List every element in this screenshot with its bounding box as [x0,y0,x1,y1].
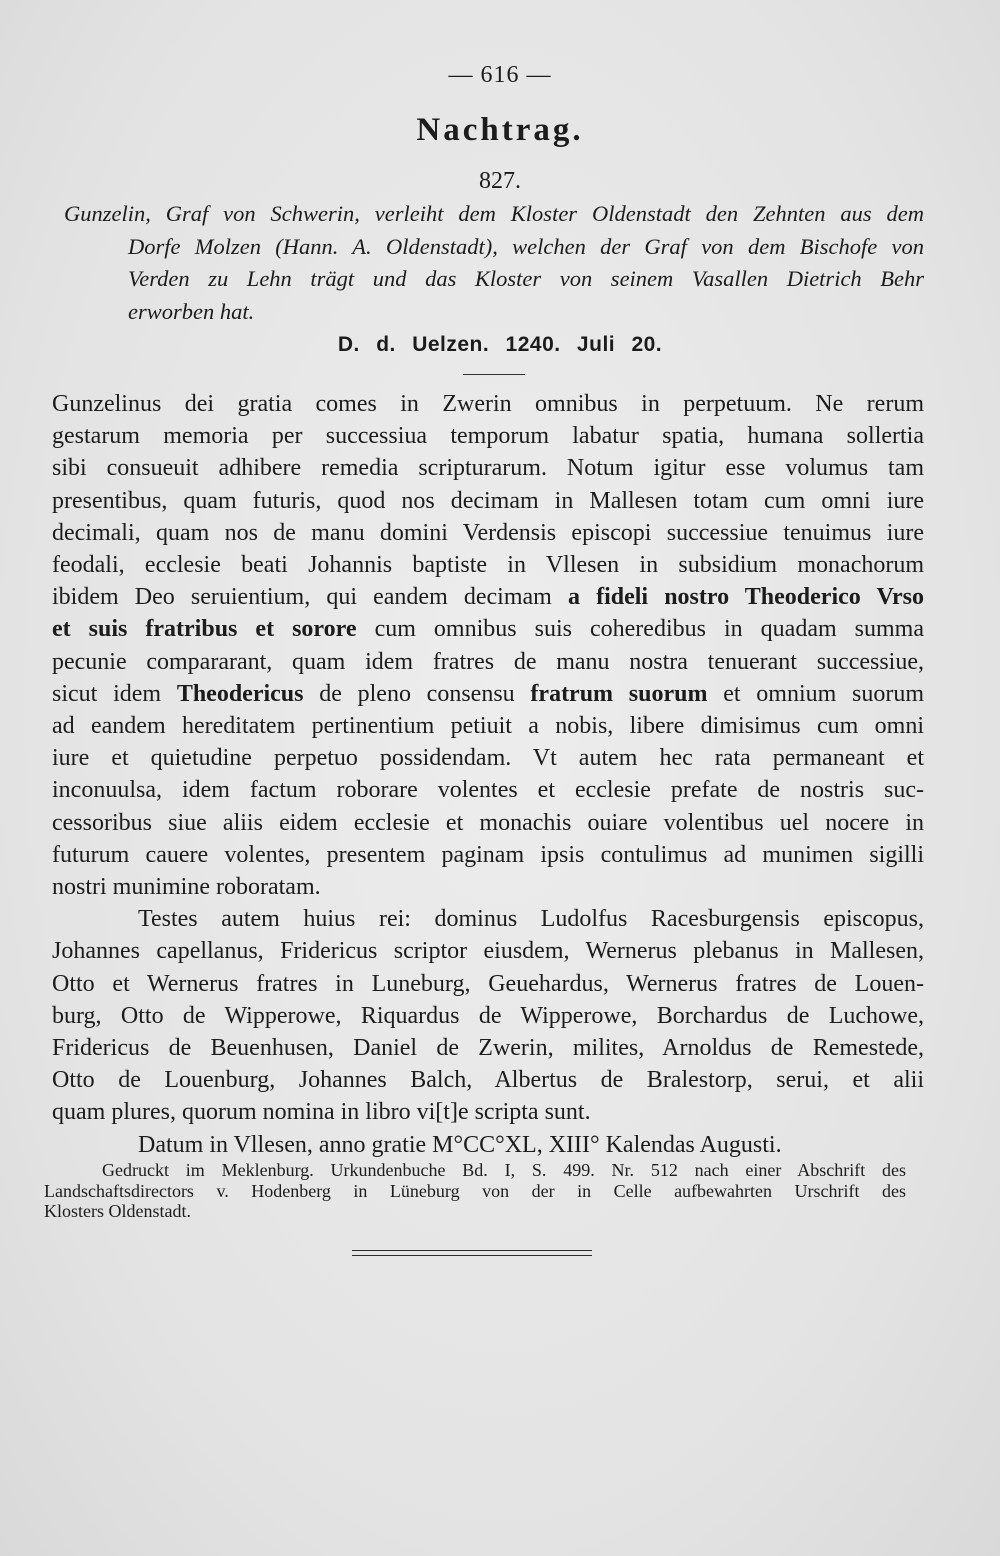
text-line: inconuulsa, idem factum roborare volentes et ecclesie prefate de nostris suc- [52,777,924,804]
text-run: cum omnibus suis coheredibus in quadam summa [374,616,925,643]
source-footnote [44,1160,906,1222]
text-line: burg, Otto de Wipperowe, Riquardus de Wipperowe, Borchardus de Luchowe, [52,1002,924,1029]
dateline: D. d. Uelzen. 1240. Juli 20. [337,333,663,356]
text-line: Otto et Wernerus fratres in Luneburg, Geuehardus, Wernerus fratres de Louen- [52,970,924,997]
text-line: nostri munimine roboratam. [52,874,321,901]
text-line: quam plures, quorum nomina in libro vi[t]e scripta sunt. [52,1099,591,1126]
text-line: cessoribus siue aliis eidem ecclesie et monachis ouiare volentibus uel nocere in [52,809,924,836]
text-line: sibi consueuit adhibere remedia scripturarum. Notum igitur esse volumus tam [52,455,924,482]
footnote-line: Gedruckt im Meklenburg. Urkundenbuche Bd. I, S. 499. Nr. 512 nach einer Abschrift des [102,1160,906,1180]
text-line: iure et quietudine perpetuo possidendam. Vt autem hec rata permaneant et [52,745,924,772]
text-line: Gunzelinus dei gratia comes in Zwerin omnibus in perpetuum. Ne rerum [52,391,924,417]
text-line [52,581,924,613]
summary-line: Dorfe Molzen (Hann. A. Oldenstadt), welchen der Graf von dem Bischofe von [128,233,924,259]
summary-line: Gunzelin, Graf von Schwerin, verleiht dem Kloster Oldenstadt den Zehnten aus dem [64,201,924,226]
summary-line: Verden zu Lehn trägt und das Kloster von seinem Vasallen Dietrich Behr [128,266,924,291]
text-line: decimali, quam nos de manu domini Verdensis episcopi successiue tenuimus iure [52,519,924,546]
text-line: Datum in Vllesen, anno gratie M°CC°XL, XIII° Kalendas Augusti. [138,1131,782,1158]
bold-name: Theodericus [176,680,304,707]
text-line: feodali, ecclesie beati Johannis baptiste in Vllesen in subsidium monachorum [52,552,924,579]
text-line: futurum cauere volentes, presentem paginam ipsis contulimus ad munimen sigilli [52,841,924,868]
summary-line: erworben hat. [128,298,255,324]
bold-name: a fideli nostro Theoderico Vrso [567,584,924,611]
text-line: Johannes capellanus, Fridericus scriptor eiusdem, Wernerus plebanus in Mallesen, [52,938,924,965]
text-run: sicut idem [52,680,162,707]
footnote-line: Landschaftsdirectors v. Hodenberg in Lüneburg von der in Celle aufbewahrten Urschrift des [44,1180,906,1201]
document-number: 827. [479,168,521,194]
regest-summary [64,198,924,328]
text-line [52,678,924,710]
footnote-line: Klosters Oldenstadt. [44,1201,191,1221]
text-line: presentibus, quam futuris, quod nos decimam in Mallesen totam cum omni iure [52,487,924,514]
text-line [52,613,924,645]
text-line: pecunie compararant, quam idem fratres de manu nostra tenuerant successiue, [52,648,924,675]
text-line: Fridericus de Beuenhusen, Daniel de Zwerin, milites, Arnoldus de Remestede, [52,1035,924,1062]
text-line: Testes autem huius rei: dominus Ludolfus Racesburgensis episcopus, [138,906,924,933]
charter-text [52,388,924,1161]
text-run: et omnium suorum [723,680,925,707]
text-line: ad eandem hereditatem pertinentium petiuit a nobis, libere dimisimus cum omni [52,713,924,740]
page-number: — 616 — [448,62,552,88]
end-double-rule [352,1250,592,1256]
text-line: gestarum memoria per successiua temporum labatur spatia, humana sollertia [52,423,924,450]
section-title: Nachtrag. [416,112,584,148]
text-run: ibidem Deo seruientium, qui eandem decimam [52,584,552,611]
text-run: de pleno consensu [319,680,515,707]
text-line: Otto de Louenburg, Johannes Balch, Albertus de Bralestorp, serui, et alii [52,1067,924,1094]
section-divider [463,374,525,375]
bold-name: fratrum suorum [530,680,708,707]
bold-name: et suis fratribus et sorore [52,616,357,643]
